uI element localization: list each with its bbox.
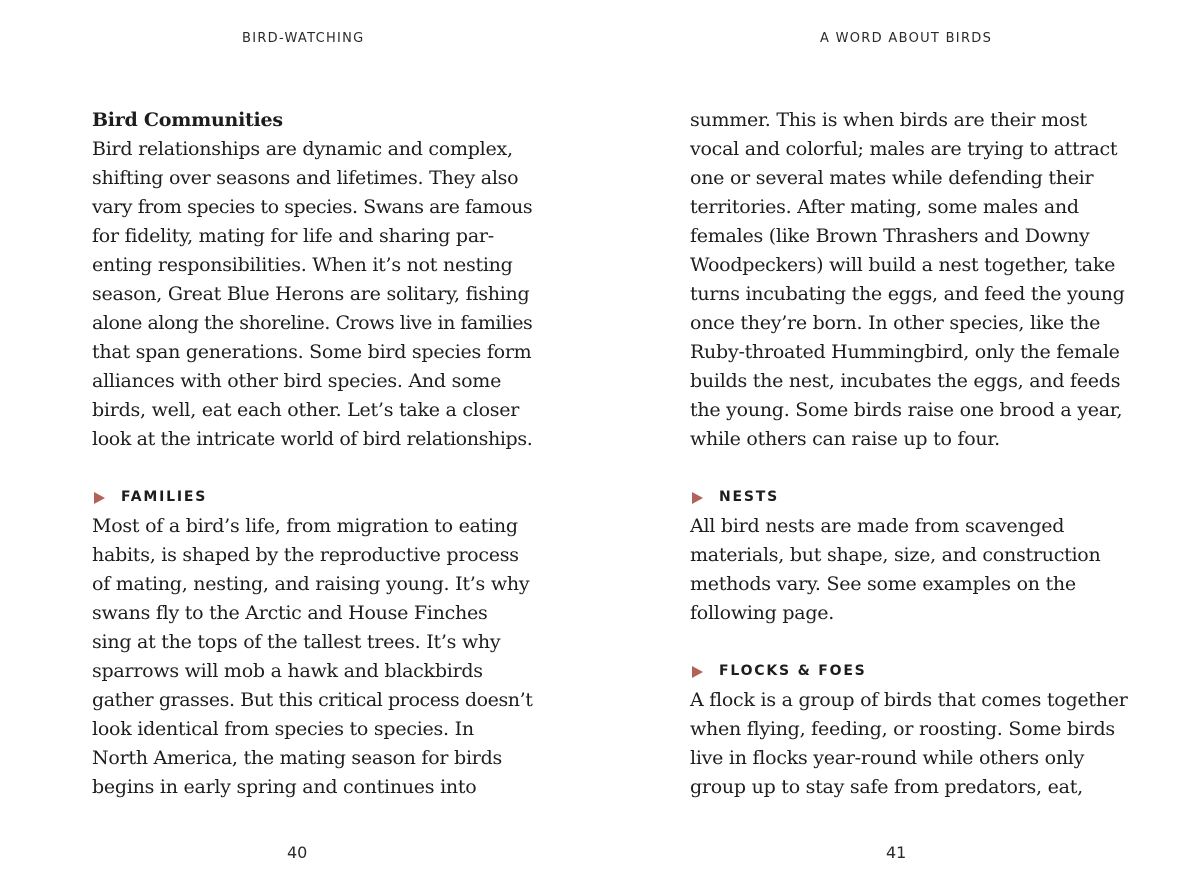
text-line: gather grasses. But this critical process doesn’t bbox=[92, 689, 533, 711]
text-line: one or several mates while defending their bbox=[690, 167, 1094, 189]
arrow-icon bbox=[94, 492, 105, 504]
subhead-families bbox=[92, 483, 532, 512]
text-line: territories. After mating, some males and bbox=[690, 196, 1079, 218]
text-line: when flying, feeding, or roosting. Some birds bbox=[690, 718, 1115, 740]
subhead-label: FAMILIES bbox=[121, 489, 208, 505]
text-line: look identical from species to species. In bbox=[92, 718, 474, 740]
text-line: A flock is a group of birds that comes together bbox=[690, 689, 1128, 711]
text-line: birds, well, eat each other. Let’s take a closer bbox=[92, 399, 520, 421]
text-line: following page. bbox=[690, 602, 835, 624]
text-line: enting responsibilities. When it’s not nesting bbox=[92, 254, 513, 276]
paragraph-gap bbox=[690, 628, 1140, 657]
paragraph-gap bbox=[92, 454, 532, 483]
text-line: habits, is shaped by the reproductive process bbox=[92, 544, 519, 566]
section-title: Bird Communities bbox=[92, 109, 283, 131]
text-line: begins in early spring and continues into bbox=[92, 776, 477, 798]
subhead-label: NESTS bbox=[719, 489, 779, 505]
text-line: All bird nests are made from scavenged bbox=[690, 515, 1065, 537]
subhead-nests bbox=[690, 483, 1140, 512]
intro-paragraph bbox=[92, 135, 532, 454]
right-page bbox=[600, 0, 1200, 896]
text-line: Most of a bird’s life, from migration to eating bbox=[92, 515, 518, 537]
text-line: once they’re born. In other species, like the bbox=[690, 312, 1101, 334]
text-line: while others can raise up to four. bbox=[690, 428, 1000, 450]
paragraph-gap bbox=[690, 454, 1140, 483]
text-line: season, Great Blue Herons are solitary, fishing bbox=[92, 283, 530, 305]
text-line: summer. This is when birds are their most bbox=[690, 109, 1087, 131]
right-page-body bbox=[690, 106, 1140, 802]
text-line: turns incubating the eggs, and feed the young bbox=[690, 283, 1125, 305]
text-line: sparrows will mob a hawk and blackbirds bbox=[92, 660, 483, 682]
text-line: shifting over seasons and lifetimes. They also bbox=[92, 167, 519, 189]
text-line: alone along the shoreline. Crows live in families bbox=[92, 312, 533, 334]
nests-paragraph bbox=[690, 512, 1140, 628]
text-line: look at the intricate world of bird relationships. bbox=[92, 428, 533, 450]
text-line: North America, the mating season for birds bbox=[92, 747, 503, 769]
text-line: Ruby-throated Hummingbird, only the female bbox=[690, 341, 1120, 363]
arrow-icon bbox=[692, 492, 703, 504]
text-line: vary from species to species. Swans are famous bbox=[92, 196, 533, 218]
flocks-paragraph bbox=[690, 686, 1140, 802]
text-line: the young. Some birds raise one brood a year, bbox=[690, 399, 1123, 421]
text-line: swans fly to the Arctic and House Finches bbox=[92, 602, 488, 624]
families-paragraph bbox=[92, 512, 532, 802]
text-line: live in flocks year-round while others only bbox=[690, 747, 1085, 769]
text-line: that span generations. Some bird species form bbox=[92, 341, 532, 363]
text-line: alliances with other bird species. And some bbox=[92, 370, 502, 392]
text-line: females (like Brown Thrashers and Downy bbox=[690, 225, 1090, 247]
text-line: for fidelity, mating for life and sharing par- bbox=[92, 225, 494, 247]
text-line: of mating, nesting, and raising young. It’s why bbox=[92, 573, 530, 595]
text-line: Woodpeckers) will build a nest together, take bbox=[690, 254, 1116, 276]
page-number-left: 40 bbox=[287, 843, 308, 862]
text-line: materials, but shape, size, and construction bbox=[690, 544, 1101, 566]
running-head-left: BIRD-WATCHING bbox=[242, 31, 365, 46]
arrow-icon bbox=[692, 666, 703, 678]
text-line: vocal and colorful; males are trying to attract bbox=[690, 138, 1118, 160]
continued-paragraph bbox=[690, 106, 1140, 454]
text-line: group up to stay safe from predators, eat, bbox=[690, 776, 1083, 798]
text-line: Bird relationships are dynamic and complex, bbox=[92, 138, 513, 160]
subhead-label: FLOCKS & FOES bbox=[719, 663, 867, 679]
text-line: sing at the tops of the tallest trees. It’s why bbox=[92, 631, 501, 653]
subhead-flocks-foes bbox=[690, 657, 1140, 686]
page-number-right: 41 bbox=[886, 843, 907, 862]
text-line: builds the nest, incubates the eggs, and feeds bbox=[690, 370, 1121, 392]
left-page-body bbox=[92, 106, 532, 802]
running-head-right: A WORD ABOUT BIRDS bbox=[820, 31, 993, 46]
text-line: methods vary. See some examples on the bbox=[690, 573, 1076, 595]
